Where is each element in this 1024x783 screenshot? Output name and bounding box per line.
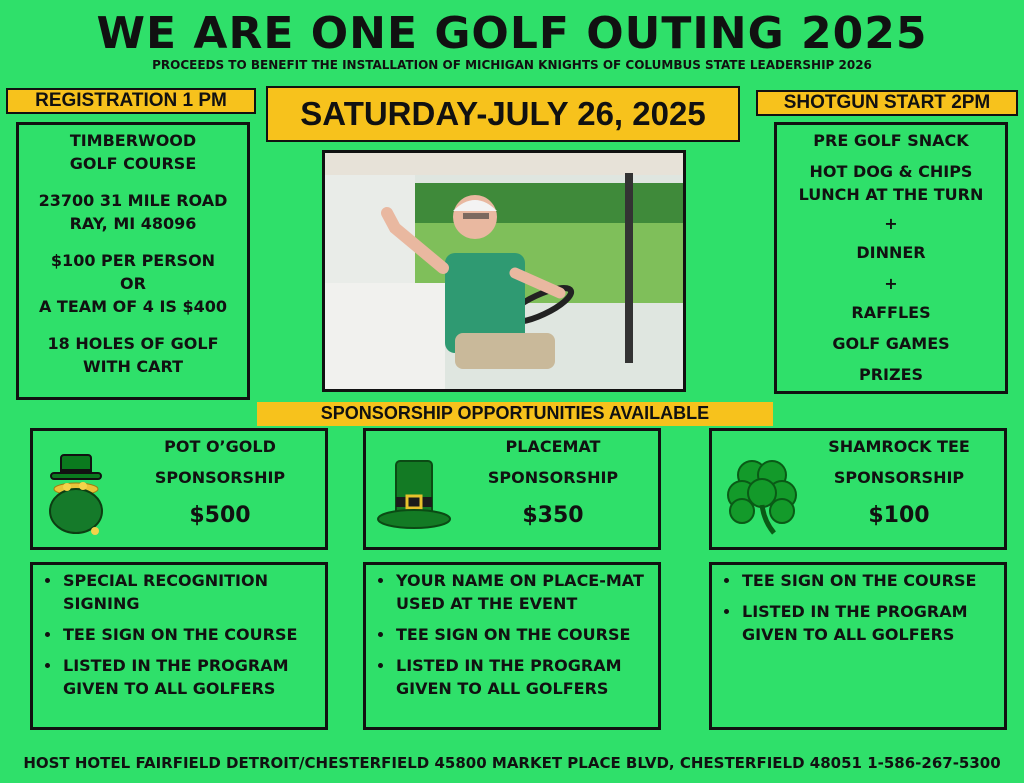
golfer-photo [322, 150, 686, 392]
pot-of-gold-icon [43, 453, 109, 542]
shamrock-icon [722, 453, 802, 542]
holes-line1: 18 HOLES OF GOLF [47, 334, 219, 353]
benefit-item: LISTED IN THE PROGRAM GIVEN TO ALL GOLFERS [372, 654, 652, 700]
price-line2: OR [120, 274, 146, 293]
benefit-item: TEE SIGN ON THE COURSE [718, 569, 998, 592]
sponsorship-label: SPONSORSHIP [833, 468, 965, 487]
address-line2: RAY, MI 48096 [69, 214, 197, 233]
benefits-list [39, 569, 319, 700]
host-hotel-footer: HOST HOTEL FAIRFIELD DETROIT/CHESTERFIELD 45800 MARKET PLACE BLVD, CHESTERFIELD 48051 1-586-267-5300 [23, 754, 1001, 772]
plus-separator: + [884, 274, 898, 293]
raffles-item: RAFFLES [851, 303, 931, 322]
prizes-item: PRIZES [858, 365, 924, 384]
price-line1: $100 PER PERSON [50, 251, 216, 270]
sponsorship-name: POT O’GOLD [164, 437, 276, 456]
course-name-line2: GOLF COURSE [69, 154, 197, 173]
benefits-list [372, 569, 652, 700]
holes-line2: WITH CART [82, 357, 184, 376]
sponsorship-tier-placemat [363, 428, 661, 550]
benefits-shamrock-tee [709, 562, 1007, 730]
sponsorship-tier-shamrock-tee [709, 428, 1007, 550]
price-line3: A TEAM OF 4 IS $400 [38, 297, 228, 316]
dinner-item: DINNER [856, 243, 926, 262]
benefit-item: YOUR NAME ON PLACE-MAT USED AT THE EVENT [372, 569, 652, 615]
benefits-pot-of-gold [30, 562, 328, 730]
benefit-item: SPECIAL RECOGNITION SIGNING [39, 569, 319, 615]
event-extras-box [774, 122, 1008, 394]
sponsorship-price: $350 [522, 503, 584, 528]
page-subtitle: PROCEEDS TO BENEFIT THE INSTALLATION OF MICHIGAN KNIGHTS OF COLUMBUS STATE LEADERSHIP 2026 [152, 58, 872, 72]
sponsorship-label: SPONSORSHIP [154, 468, 286, 487]
sponsorship-banner: SPONSORSHIP OPPORTUNITIES AVAILABLE [257, 402, 773, 426]
sponsorship-name: PLACEMAT [505, 437, 601, 456]
event-date-banner: SATURDAY-JULY 26, 2025 [266, 86, 740, 142]
shotgun-start-tag: SHOTGUN START 2PM [756, 90, 1018, 116]
sponsorship-price: $100 [868, 503, 930, 528]
registration-time-tag: REGISTRATION 1 PM [6, 88, 256, 114]
lunch-line2: LUNCH AT THE TURN [798, 185, 984, 204]
sponsorship-name: SHAMROCK TEE [828, 437, 970, 456]
benefit-item: TEE SIGN ON THE COURSE [39, 623, 319, 646]
benefit-item: TEE SIGN ON THE COURSE [372, 623, 652, 646]
sponsorship-label: SPONSORSHIP [487, 468, 619, 487]
benefit-item: LISTED IN THE PROGRAM GIVEN TO ALL GOLFERS [718, 600, 998, 646]
golfer-in-cart-illustration [325, 153, 683, 389]
benefit-item: LISTED IN THE PROGRAM GIVEN TO ALL GOLFERS [39, 654, 319, 700]
benefits-list [718, 569, 998, 646]
sponsorship-tier-pot-of-gold [30, 428, 328, 550]
plus-separator: + [884, 214, 898, 233]
sponsorship-price: $500 [189, 503, 251, 528]
page-title: WE ARE ONE GOLF OUTING 2025 [96, 8, 928, 59]
snack-item: PRE GOLF SNACK [813, 131, 969, 150]
course-name-line1: TIMBERWOOD [69, 131, 197, 150]
lunch-line1: HOT DOG & CHIPS [809, 162, 973, 181]
golf-games-item: GOLF GAMES [832, 334, 950, 353]
benefits-placemat [363, 562, 661, 730]
event-info-box [16, 122, 250, 400]
leprechaun-hat-icon [376, 453, 452, 542]
address-line1: 23700 31 MILE ROAD [38, 191, 228, 210]
